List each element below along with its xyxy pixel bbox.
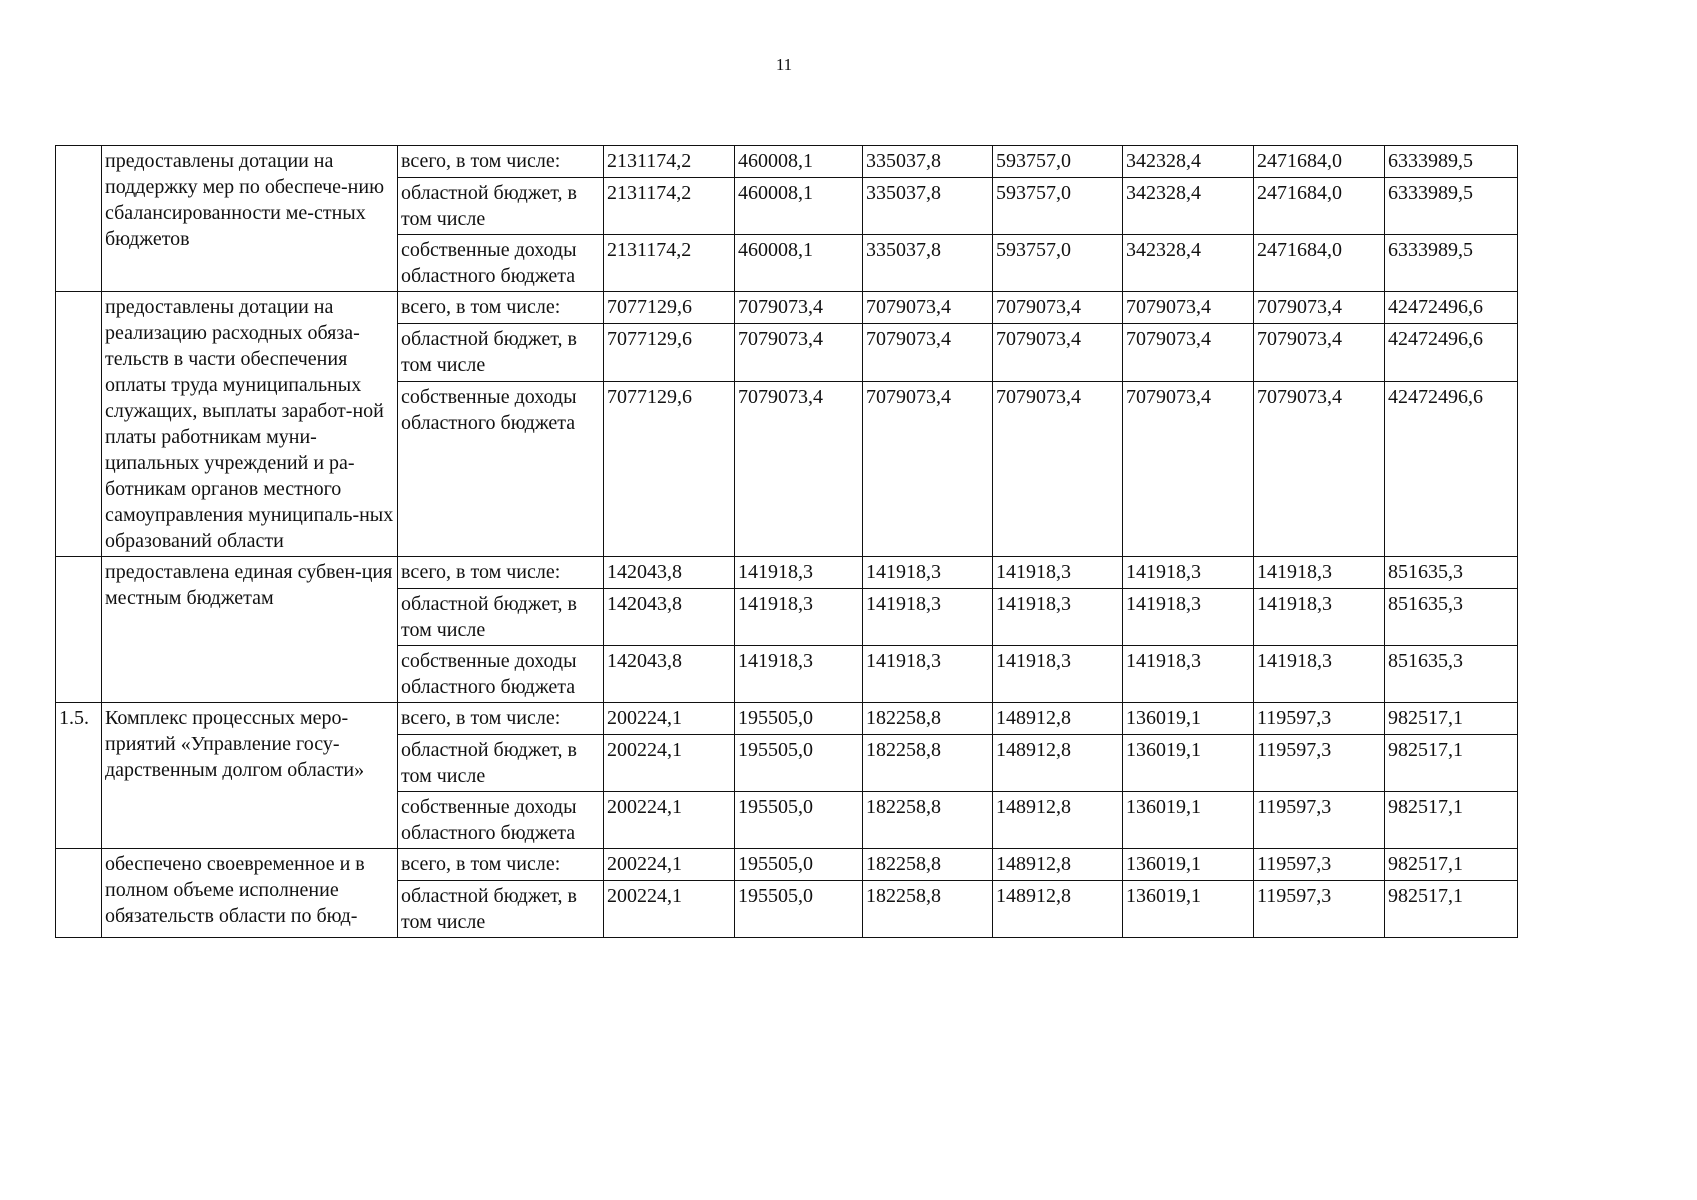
section-number-cell [56,292,102,557]
budget-table [55,145,1518,938]
measure-description-cell: обеспечено своевременное и в полном объеме исполнение обязательств области по бюд- [102,849,398,938]
section-number-cell [56,557,102,703]
year-value-cell: 142043,8 [604,557,735,589]
table-row [56,146,1518,178]
year-value-cell: 342328,4 [1123,235,1254,292]
year-value-cell: 200224,1 [604,881,735,938]
year-value-cell: 141918,3 [993,646,1123,703]
measure-description-cell: предоставлены дотации на реализацию расходных обяза-тельств в части обеспечения оплаты труда муниципальных служащих, выплаты заработ-ной платы работникам муни-ципальных учреждений и ра-ботникам органов местного самоуправления муниципаль-ных образований области [102,292,398,557]
year-value-cell: 141918,3 [993,557,1123,589]
measure-description-cell: Комплекс процессных меро-приятий «Управление госу-дарственным долгом области» [102,703,398,849]
year-value-cell: 200224,1 [604,792,735,849]
year-value-cell: 182258,8 [863,735,993,792]
total-value-cell: 42472496,6 [1385,382,1518,557]
funding-source-cell: всего, в том числе: [398,146,604,178]
total-value-cell: 6333989,5 [1385,235,1518,292]
year-value-cell: 7079073,4 [735,292,863,324]
table-row [56,703,1518,735]
year-value-cell: 460008,1 [735,146,863,178]
measure-description-cell: предоставлены дотации на поддержку мер по обеспече-нию сбалансированности ме-стных бюджетов [102,146,398,292]
year-value-cell: 119597,3 [1254,735,1385,792]
year-value-cell: 2471684,0 [1254,146,1385,178]
year-value-cell: 195505,0 [735,735,863,792]
total-value-cell: 851635,3 [1385,646,1518,703]
year-value-cell: 182258,8 [863,792,993,849]
total-value-cell: 982517,1 [1385,735,1518,792]
year-value-cell: 200224,1 [604,703,735,735]
year-value-cell: 7077129,6 [604,382,735,557]
year-value-cell: 200224,1 [604,735,735,792]
total-value-cell: 982517,1 [1385,792,1518,849]
year-value-cell: 195505,0 [735,881,863,938]
year-value-cell: 342328,4 [1123,146,1254,178]
funding-source-cell: всего, в том числе: [398,292,604,324]
year-value-cell: 182258,8 [863,849,993,881]
year-value-cell: 141918,3 [863,646,993,703]
year-value-cell: 142043,8 [604,589,735,646]
page-number: 11 [775,55,793,74]
year-value-cell: 7079073,4 [993,324,1123,382]
year-value-cell: 2131174,2 [604,235,735,292]
funding-source-cell: собственные доходы областного бюджета [398,646,604,703]
year-value-cell: 7079073,4 [863,292,993,324]
year-value-cell: 2131174,2 [604,178,735,235]
total-value-cell: 851635,3 [1385,589,1518,646]
total-value-cell: 982517,1 [1385,703,1518,735]
year-value-cell: 7079073,4 [863,382,993,557]
year-value-cell: 141918,3 [993,589,1123,646]
year-value-cell: 2131174,2 [604,146,735,178]
year-value-cell: 148912,8 [993,881,1123,938]
section-number-cell [56,146,102,292]
funding-source-cell: собственные доходы областного бюджета [398,382,604,557]
year-value-cell: 335037,8 [863,146,993,178]
year-value-cell: 141918,3 [863,589,993,646]
table-row [56,557,1518,589]
year-value-cell: 136019,1 [1123,881,1254,938]
total-value-cell: 6333989,5 [1385,178,1518,235]
year-value-cell: 7079073,4 [1123,292,1254,324]
year-value-cell: 148912,8 [993,849,1123,881]
year-value-cell: 7079073,4 [863,324,993,382]
year-value-cell: 141918,3 [863,557,993,589]
year-value-cell: 136019,1 [1123,849,1254,881]
year-value-cell: 7077129,6 [604,324,735,382]
year-value-cell: 141918,3 [1123,557,1254,589]
year-value-cell: 119597,3 [1254,881,1385,938]
total-value-cell: 982517,1 [1385,849,1518,881]
year-value-cell: 335037,8 [863,178,993,235]
year-value-cell: 7079073,4 [993,292,1123,324]
year-value-cell: 141918,3 [1254,646,1385,703]
total-value-cell: 851635,3 [1385,557,1518,589]
measure-description-cell: предоставлена единая субвен-ция местным бюджетам [102,557,398,703]
year-value-cell: 141918,3 [735,557,863,589]
year-value-cell: 119597,3 [1254,703,1385,735]
year-value-cell: 342328,4 [1123,178,1254,235]
funding-source-cell: всего, в том числе: [398,849,604,881]
total-value-cell: 6333989,5 [1385,146,1518,178]
section-number-cell: 1.5. [56,703,102,849]
year-value-cell: 2471684,0 [1254,178,1385,235]
total-value-cell: 42472496,6 [1385,292,1518,324]
funding-source-cell: всего, в том числе: [398,557,604,589]
funding-source-cell: собственные доходы областного бюджета [398,792,604,849]
year-value-cell: 136019,1 [1123,735,1254,792]
year-value-cell: 7079073,4 [735,324,863,382]
funding-source-cell: областной бюджет, в том числе [398,589,604,646]
year-value-cell: 141918,3 [735,589,863,646]
total-value-cell: 42472496,6 [1385,324,1518,382]
year-value-cell: 7079073,4 [1254,292,1385,324]
table-row [56,292,1518,324]
year-value-cell: 141918,3 [735,646,863,703]
year-value-cell: 142043,8 [604,646,735,703]
funding-source-cell: областной бюджет, в том числе [398,881,604,938]
funding-source-cell: областной бюджет, в том числе [398,178,604,235]
year-value-cell: 141918,3 [1123,646,1254,703]
year-value-cell: 335037,8 [863,235,993,292]
funding-source-cell: собственные доходы областного бюджета [398,235,604,292]
year-value-cell: 7079073,4 [1123,382,1254,557]
section-number-cell [56,849,102,938]
year-value-cell: 460008,1 [735,235,863,292]
year-value-cell: 2471684,0 [1254,235,1385,292]
year-value-cell: 148912,8 [993,792,1123,849]
year-value-cell: 7079073,4 [993,382,1123,557]
year-value-cell: 7079073,4 [1254,324,1385,382]
year-value-cell: 195505,0 [735,703,863,735]
year-value-cell: 7077129,6 [604,292,735,324]
table-row [56,849,1518,881]
year-value-cell: 460008,1 [735,178,863,235]
year-value-cell: 195505,0 [735,849,863,881]
year-value-cell: 182258,8 [863,703,993,735]
year-value-cell: 119597,3 [1254,849,1385,881]
year-value-cell: 182258,8 [863,881,993,938]
year-value-cell: 141918,3 [1254,589,1385,646]
year-value-cell: 7079073,4 [1123,324,1254,382]
year-value-cell: 200224,1 [604,849,735,881]
year-value-cell: 7079073,4 [1254,382,1385,557]
year-value-cell: 593757,0 [993,235,1123,292]
year-value-cell: 7079073,4 [735,382,863,557]
year-value-cell: 136019,1 [1123,703,1254,735]
year-value-cell: 136019,1 [1123,792,1254,849]
total-value-cell: 982517,1 [1385,881,1518,938]
year-value-cell: 119597,3 [1254,792,1385,849]
funding-source-cell: областной бюджет, в том числе [398,735,604,792]
year-value-cell: 148912,8 [993,735,1123,792]
funding-source-cell: всего, в том числе: [398,703,604,735]
year-value-cell: 593757,0 [993,146,1123,178]
year-value-cell: 141918,3 [1254,557,1385,589]
funding-source-cell: областной бюджет, в том числе [398,324,604,382]
year-value-cell: 141918,3 [1123,589,1254,646]
year-value-cell: 148912,8 [993,703,1123,735]
year-value-cell: 195505,0 [735,792,863,849]
year-value-cell: 593757,0 [993,178,1123,235]
